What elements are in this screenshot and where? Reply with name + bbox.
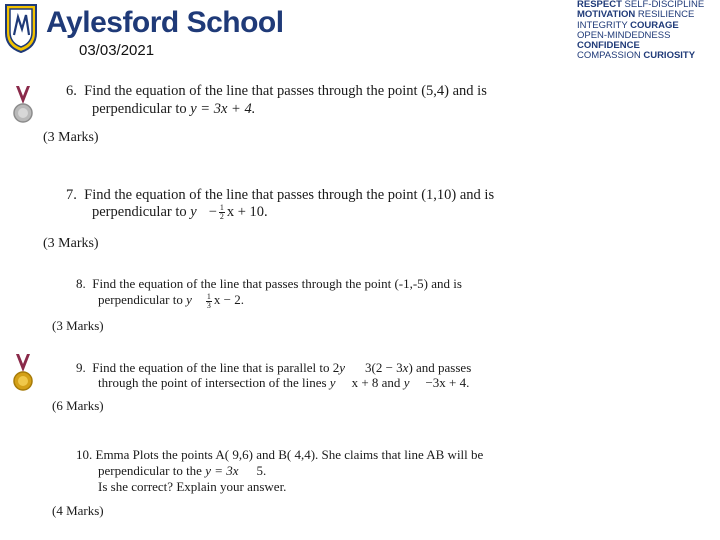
question-text: Find the equation of the line that passes through the point (5,4) and is <box>84 83 487 99</box>
question-text: perpendicular to the <box>98 463 206 478</box>
question-7-line-2: perpendicular to y − $\frac{1}{2}$ x + 10. <box>92 203 268 222</box>
question-9-line-2: through the point of intersection of the lines y x + 8 and y −3x + 4. <box>98 375 470 390</box>
fraction: $\frac{1}{3}$ <box>206 291 211 310</box>
marks-label: (3 Marks) <box>43 130 99 145</box>
value-word: RESPECT <box>577 0 625 10</box>
gold-medal-icon <box>12 354 34 392</box>
marks-label: (3 Marks) <box>52 318 104 333</box>
question-8-line-2 <box>98 291 244 310</box>
question-text: Find the equation of the line that is parallel to 2 <box>92 360 340 375</box>
school-crest-icon <box>4 3 38 53</box>
value-word: COURAGE <box>630 19 679 31</box>
marks-label: (3 Marks) <box>43 236 99 251</box>
equation: x − 2. <box>213 292 244 307</box>
value-word: INTEGRITY <box>577 19 631 31</box>
value-word: CURIOSITY <box>643 50 696 62</box>
fraction: $\frac{1}{2}$ <box>219 203 224 222</box>
question-9: 9. Find the equation of the line that is parallel to 2y 3(2 − 3x) and passes <box>76 360 472 375</box>
question-text: perpendicular to <box>98 292 187 307</box>
equation: x + 10. <box>226 204 268 220</box>
question-10 <box>76 446 483 463</box>
question-text: perpendicular to <box>92 204 191 220</box>
question-8 <box>76 275 462 292</box>
value-word: COMPASSION <box>577 50 644 62</box>
question-text: perpendicular to <box>92 101 191 117</box>
question-7 <box>66 187 494 204</box>
equation-variable: y <box>186 292 192 307</box>
school-values <box>577 0 717 62</box>
marks-label: (6 Marks) <box>52 398 104 413</box>
question-text: Emma Plots the points A( 9,6) and B( 4,4). She claims that line AB will be <box>95 447 484 462</box>
question-6 <box>66 83 487 100</box>
marks-label: (4 Marks) <box>52 503 104 518</box>
question-number: 6. <box>66 83 77 99</box>
question-text: Find the equation of the line that passes through the point (1,10) and is <box>84 187 495 203</box>
question-10-line-3 <box>98 478 286 495</box>
question-number: 7. <box>66 187 77 203</box>
value-word: SELF-DISCIPLINE <box>624 0 705 10</box>
question-6-line-2 <box>92 101 255 118</box>
question-text: through the point of intersection of the lines <box>98 375 330 390</box>
school-name: Aylesford School <box>46 6 284 39</box>
equation-variable: y <box>190 204 197 220</box>
question-number: 8. <box>76 276 86 291</box>
value-line <box>577 51 717 61</box>
question-text: Is she correct? Explain your answer. <box>98 479 287 494</box>
value-word: CONFIDENCE <box>577 40 640 52</box>
question-10-line-2: perpendicular to the y = 3x 5. <box>98 463 267 478</box>
value-word: MOTIVATION <box>577 9 638 21</box>
value-word: OPEN-MINDEDNESS <box>577 29 671 41</box>
value-word: RESILIENCE <box>637 9 695 21</box>
equation: y = 3x + 4. <box>190 101 256 117</box>
question-number: 9. <box>76 360 86 375</box>
lesson-date: 03/03/2021 <box>79 42 155 59</box>
silver-medal-icon <box>12 86 34 124</box>
question-text: Find the equation of the line that passes through the point (-1,-5) and is <box>92 276 462 291</box>
question-number: 10. <box>76 447 93 462</box>
